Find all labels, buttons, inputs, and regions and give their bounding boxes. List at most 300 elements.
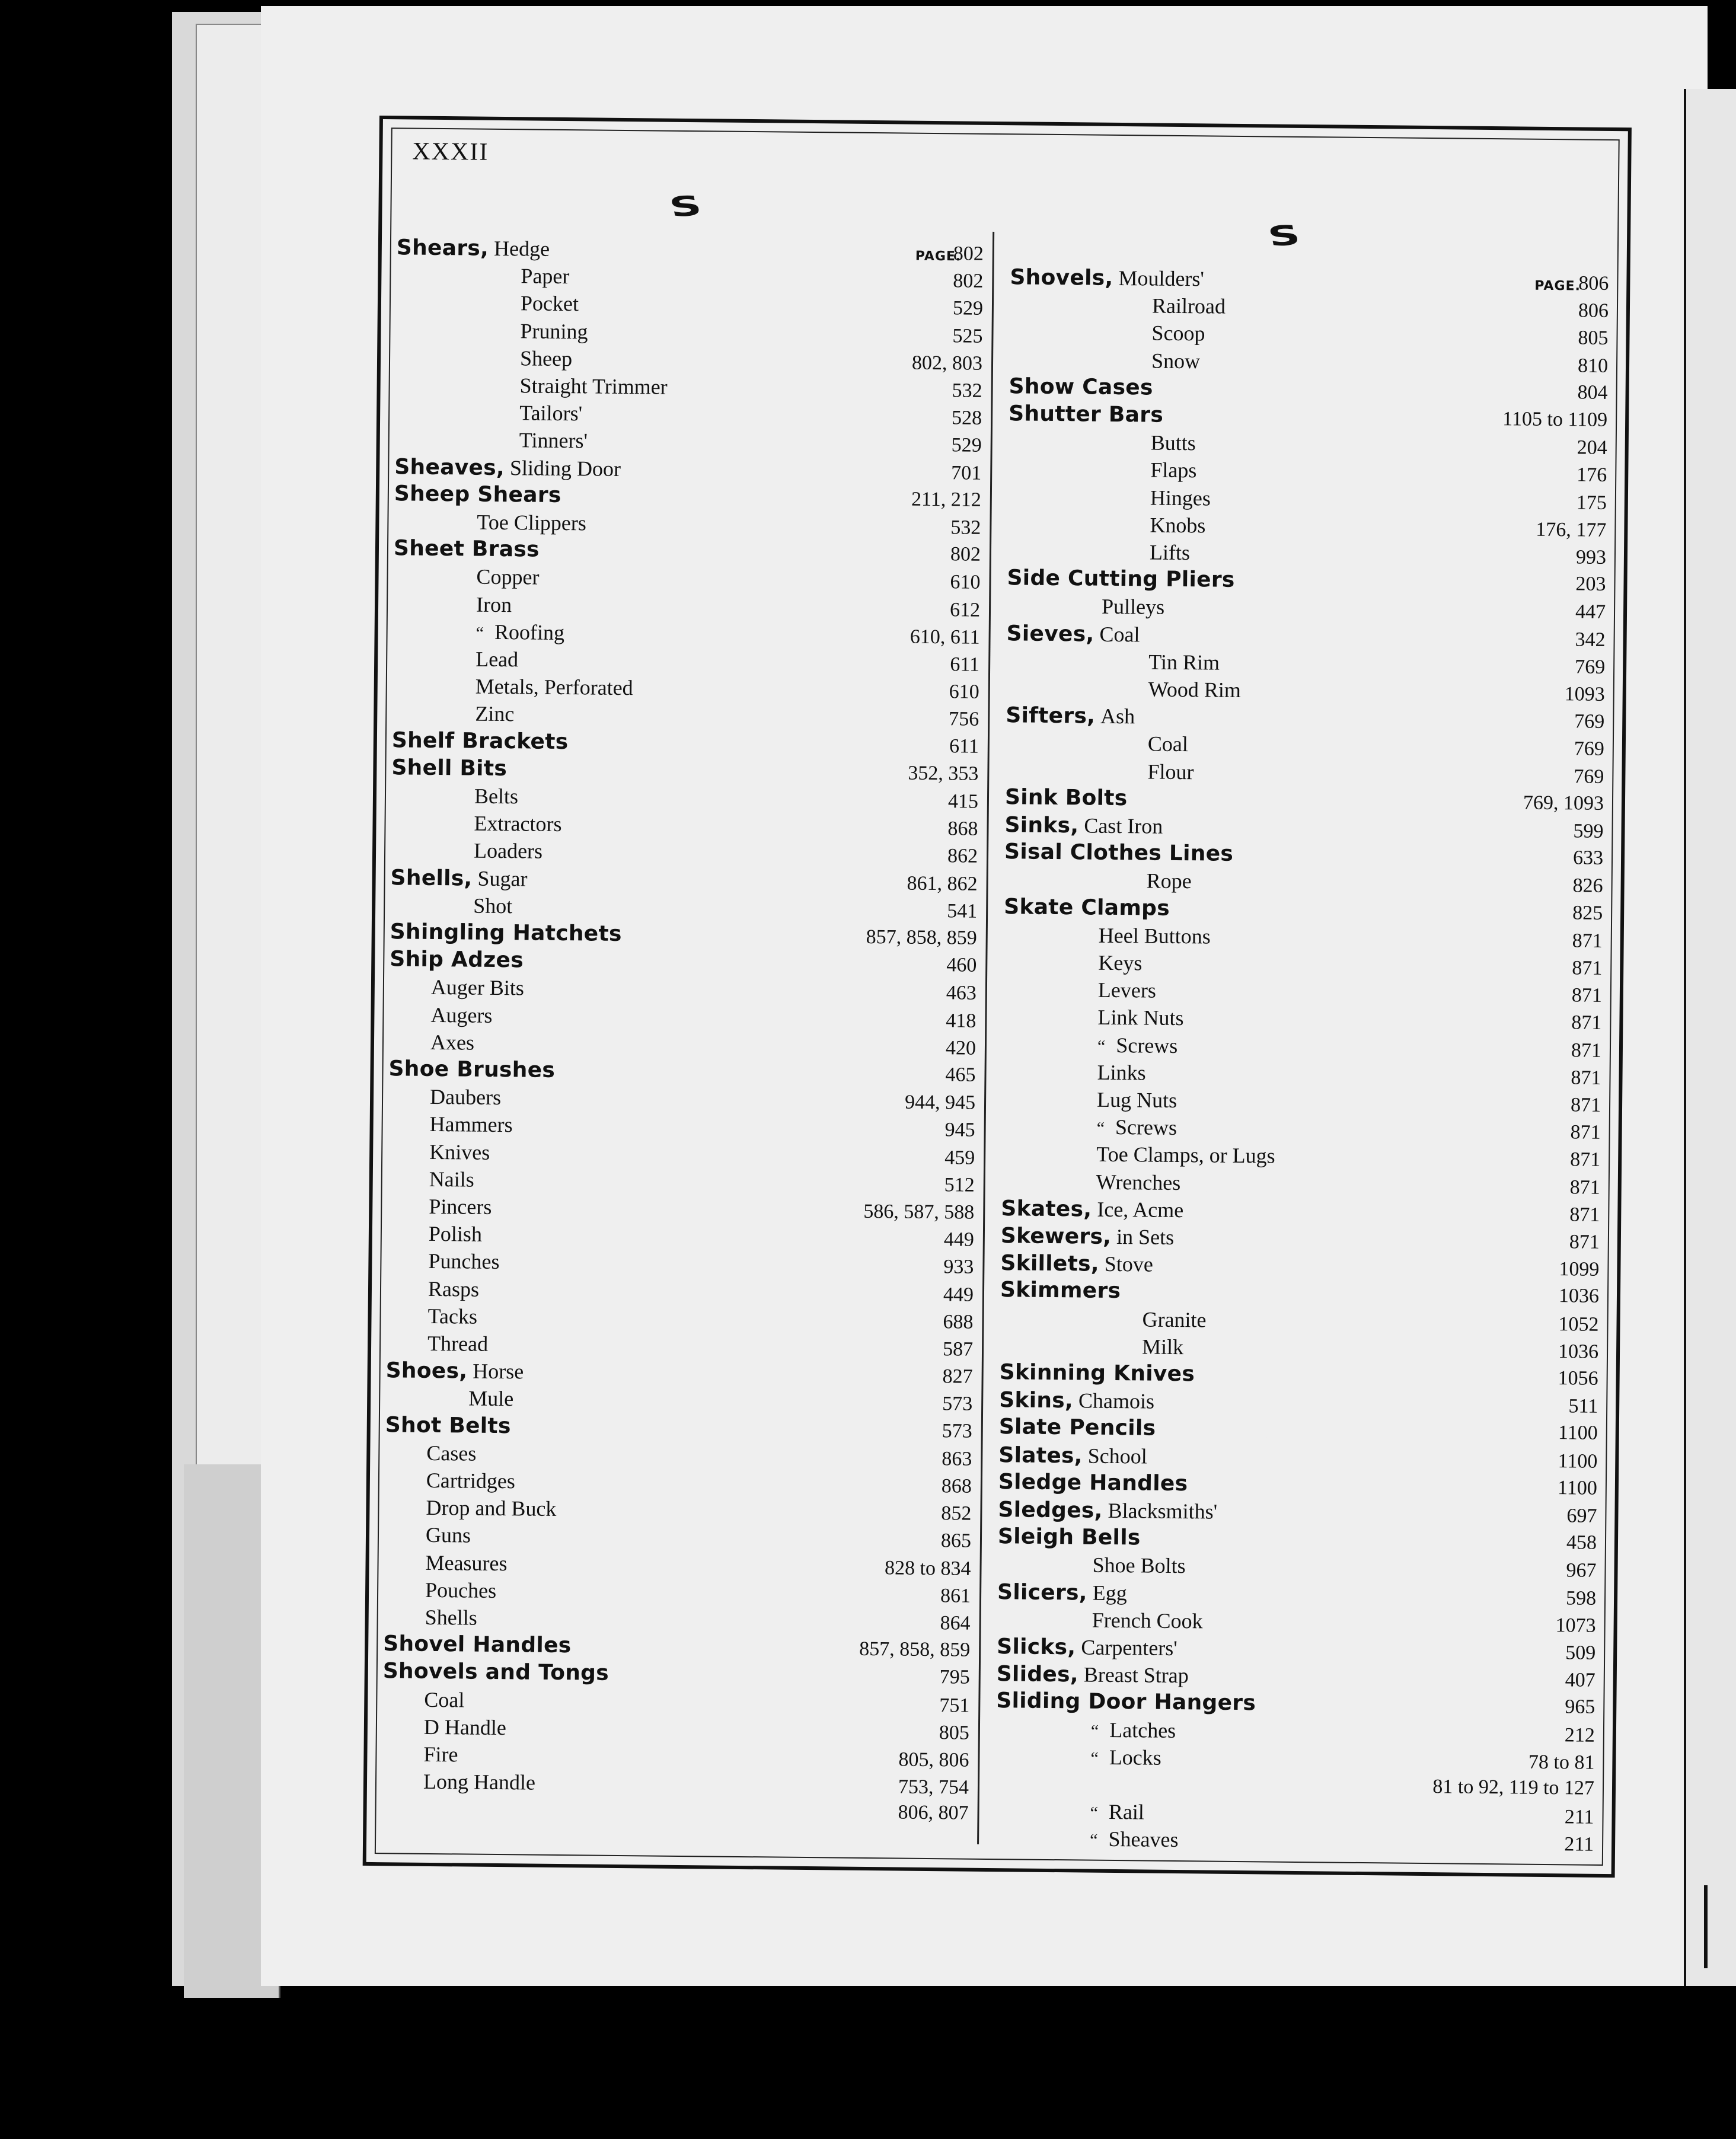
leader-dots (506, 1088, 900, 1109)
leader-dots (544, 540, 940, 561)
leader-dots (512, 1554, 880, 1575)
index-subterm: Sheaves (1108, 1827, 1179, 1852)
index-term: Sliding Door Hangers (996, 1688, 1256, 1716)
leader-dots (484, 1279, 933, 1301)
index-entry (1150, 458, 1607, 489)
page-reference: 701 (951, 461, 982, 484)
index-subterm: Punches (428, 1249, 500, 1274)
index-entry (476, 647, 979, 679)
leader-dots (512, 759, 904, 780)
index-subterm: Ash (1100, 704, 1135, 729)
page-reference: 449 (943, 1228, 975, 1251)
index-subterm: Nails (429, 1167, 474, 1192)
index-entry (520, 346, 982, 377)
index-subterm: Tacks (427, 1304, 478, 1329)
page-reference: 806 (1578, 299, 1609, 323)
index-subterm: Carpenters' (1081, 1635, 1177, 1661)
leader-dots (1125, 1282, 1554, 1304)
index-term: Shoes, (385, 1358, 468, 1384)
leader-dots (1210, 516, 1531, 537)
leader-dots (518, 1116, 935, 1138)
page-reference: 611 (950, 653, 980, 676)
leader-dots (1144, 625, 1565, 647)
leader-dots (626, 459, 942, 480)
page-reference: 751 (939, 1694, 970, 1717)
page-reference: 769 (1574, 738, 1605, 761)
index-subterm: Cases (426, 1441, 477, 1466)
index-subterm: Lifts (1149, 540, 1191, 565)
index-subterm: Belts (474, 784, 519, 809)
index-subterm: Iron (476, 592, 512, 617)
index-subterm: Stove (1104, 1252, 1153, 1276)
page-reference: 420 (945, 1037, 976, 1059)
index-subterm: Thread (427, 1331, 489, 1356)
leader-dots (481, 1444, 931, 1466)
facing-page-mark (1704, 1885, 1708, 1968)
page-reference: 176, 177 (1536, 518, 1607, 541)
page-reference: 805, 806 (898, 1748, 969, 1771)
index-subterm: Metals, Perforated (475, 674, 633, 700)
page-reference: 806, 807 (898, 1801, 969, 1825)
page-reference: 871 (1572, 957, 1603, 979)
leader-dots (1260, 1694, 1555, 1715)
leader-dots (583, 295, 943, 316)
index-term: Shovel Handles (383, 1632, 572, 1658)
page-border (363, 116, 1632, 1878)
leader-dots (493, 1335, 933, 1356)
page-reference: 541 (946, 900, 978, 922)
index-subterm: Shot (473, 893, 513, 918)
page-reference: 509 (1565, 1642, 1596, 1664)
page-reference: 802 (950, 543, 981, 566)
index-subterm: Guns (425, 1523, 471, 1547)
index-subterm: Horse (473, 1359, 524, 1384)
page-reference: 459 (944, 1146, 975, 1169)
index-subterm: Railroad (1151, 293, 1226, 318)
index-subterm: Paper (521, 264, 570, 289)
leader-dots (1209, 269, 1569, 290)
page-reference: 352, 353 (908, 762, 979, 785)
leader-dots (1183, 1831, 1553, 1852)
index-entry (1102, 594, 1606, 626)
page-reference: 78 to 81 (1528, 1751, 1595, 1774)
page-reference: 810 (1577, 355, 1609, 377)
leader-dots (1215, 927, 1562, 948)
index-term: Sheep Shears (394, 481, 561, 507)
index-subterm: Rasps (427, 1276, 480, 1301)
index-term: Shoe Brushes (388, 1056, 556, 1083)
index-entry (1142, 1307, 1598, 1338)
index-entry (1148, 649, 1605, 681)
index-entry (521, 263, 983, 295)
index-entry (476, 619, 979, 651)
ditto-mark: “ (1089, 1831, 1098, 1851)
ditto-mark: “ (1090, 1803, 1099, 1823)
index-term: Skates, (1001, 1196, 1092, 1222)
index-entry (1096, 1115, 1600, 1147)
index-subterm: Moulders' (1118, 266, 1205, 291)
page-reference: 610, 611 (910, 625, 980, 649)
index-term: Shutter Bars (1009, 401, 1164, 427)
index-term: Skate Clamps (1004, 894, 1170, 921)
index-subterm: in Sets (1116, 1225, 1175, 1249)
page-reference: 447 (1575, 601, 1606, 624)
leader-dots (561, 1499, 931, 1521)
leader-dots (1180, 1721, 1555, 1742)
leader-dots (518, 1390, 932, 1412)
leader-dots (1240, 570, 1566, 591)
index-subterm: Polish (428, 1222, 483, 1246)
index-entry (1006, 621, 1605, 654)
page-reference: 573 (942, 1393, 973, 1416)
leader-dots (1167, 817, 1563, 838)
page-reference: 871 (1570, 1121, 1601, 1144)
leader-dots (497, 1006, 936, 1028)
index-entry (475, 701, 979, 733)
page-reference: 529 (951, 434, 982, 457)
index-term: Sisal Clothes Lines (1004, 839, 1234, 867)
leader-dots (532, 869, 902, 890)
page-reference: 1099 (1559, 1258, 1600, 1281)
index-term: Ship Adzes (390, 947, 524, 973)
index-entry (474, 784, 978, 816)
index-term: Sinks, (1004, 813, 1079, 838)
index-entry (1090, 1744, 1594, 1776)
leader-dots (1161, 981, 1562, 1003)
page-reference: 933 (943, 1256, 974, 1279)
leader-dots (1193, 735, 1564, 756)
leader-dots (516, 595, 940, 617)
leader-dots (1190, 1557, 1556, 1578)
leader-dots (1159, 1392, 1558, 1413)
leader-dots (1149, 1803, 1554, 1825)
index-entry (1006, 703, 1604, 736)
page-reference: 610 (949, 681, 979, 703)
index-entry (1004, 895, 1603, 928)
index-subterm: Toe Clamps, or Lugs (1096, 1142, 1275, 1168)
index-subterm: Cartridges (426, 1468, 516, 1493)
index-entry (1092, 1607, 1595, 1639)
index-subterm: Pruning (520, 318, 588, 343)
leader-dots (1198, 762, 1563, 784)
leader-dots (554, 240, 943, 261)
leader-dots (1192, 1474, 1553, 1495)
page-reference: 688 (943, 1311, 974, 1333)
leader-dots (1175, 899, 1563, 920)
leader-dots (1158, 378, 1568, 400)
leader-dots (592, 432, 942, 453)
index-subterm: Pincers (429, 1194, 492, 1219)
ditto-mark: “ (476, 623, 484, 643)
page-reference: 769 (1574, 765, 1604, 788)
leader-dots (1195, 543, 1566, 564)
page-reference: 857, 858, 859 (866, 925, 977, 949)
index-entry (1091, 1717, 1595, 1749)
leader-dots (462, 1745, 893, 1767)
page-reference: 871 (1571, 1011, 1602, 1035)
index-term: Slides, (996, 1662, 1079, 1687)
index-term: Shells, (390, 865, 473, 891)
leader-dots (479, 1170, 934, 1192)
ditto-mark: “ (1090, 1721, 1099, 1741)
left-column-heading: S (666, 189, 705, 224)
leader-dots (569, 623, 905, 644)
page-reference: 697 (1566, 1505, 1597, 1527)
page-reference: 176 (1577, 464, 1607, 487)
leader-dots (587, 404, 942, 426)
leader-dots (1182, 1036, 1561, 1058)
leader-dots (573, 732, 939, 754)
page-reference: 1100 (1558, 1422, 1598, 1445)
page-reference: 802, 803 (911, 352, 983, 375)
index-subterm: Tin Rim (1148, 650, 1220, 675)
index-term: Sifters, (1006, 703, 1096, 729)
page-reference: 769 (1574, 710, 1605, 733)
page-reference: 865 (940, 1530, 972, 1553)
page-reference: 611 (949, 735, 979, 758)
index-term: Skewers, (1000, 1224, 1112, 1249)
leader-dots (494, 1143, 934, 1165)
index-subterm: Egg (1092, 1581, 1127, 1605)
page-reference: 857, 858, 859 (859, 1638, 971, 1661)
index-subterm: Scoop (1151, 321, 1205, 346)
page-reference: 463 (946, 982, 977, 1005)
leader-dots (1132, 788, 1518, 810)
index-entry (519, 400, 982, 432)
index-term: Shot Belts (385, 1412, 511, 1438)
leader-dots (1158, 1255, 1555, 1276)
leader-dots (479, 1033, 936, 1055)
index-subterm: Tailors' (519, 401, 583, 426)
leader-dots (566, 486, 907, 507)
index-subterm: Chamois (1078, 1388, 1155, 1413)
index-term: Show Cases (1009, 374, 1153, 400)
index-subterm: Snow (1151, 349, 1201, 373)
index-subterm: Sheep (519, 346, 573, 371)
page-reference: 1100 (1557, 1476, 1598, 1499)
leader-dots (544, 568, 940, 589)
index-subterm: Pocket (520, 291, 579, 316)
leader-dots (547, 842, 937, 863)
index-subterm: Shoe Bolts (1092, 1553, 1186, 1578)
index-entry (1142, 1334, 1598, 1365)
index-entry (468, 1386, 972, 1418)
index-subterm: Blacksmiths' (1108, 1498, 1218, 1524)
leader-dots (1152, 1447, 1553, 1468)
page-reference: 805 (1578, 327, 1609, 350)
leader-dots (1188, 1337, 1553, 1359)
index-subterm: Zinc (475, 701, 515, 726)
page-reference: 852 (941, 1502, 972, 1525)
page-reference: 805 (939, 1721, 970, 1744)
index-entry (519, 428, 982, 459)
index-term: Skillets, (1000, 1251, 1099, 1276)
index-subterm: Screws (1116, 1033, 1178, 1058)
index-subterm: Lug Nuts (1096, 1087, 1177, 1112)
leader-dots (1132, 1584, 1556, 1605)
index-entry (1090, 1799, 1594, 1831)
index-subterm: Toe Clippers (477, 510, 587, 535)
index-subterm: Copper (476, 564, 540, 590)
page-reference: 804 (1577, 381, 1608, 404)
leader-dots (1201, 461, 1566, 483)
index-entry (1010, 264, 1609, 298)
index-term: Slate Pencils (998, 1415, 1156, 1441)
index-term: Sledge Handles (998, 1469, 1188, 1496)
index-subterm: Straight Trimmer (519, 373, 668, 399)
page-reference: 612 (949, 598, 981, 621)
leader-dots (427, 1798, 893, 1820)
leader-dots (1169, 598, 1565, 619)
page-reference: 864 (940, 1612, 971, 1634)
index-subterm: Roofing (494, 620, 565, 644)
index-entry (474, 811, 978, 843)
page-reference: 802 (953, 242, 984, 265)
index-subterm: Augers (430, 1003, 493, 1027)
facing-page-edge (1684, 89, 1736, 1986)
index-term: Skinning Knives (999, 1360, 1195, 1387)
page-reference: 871 (1572, 930, 1603, 952)
page-reference: 965 (1565, 1696, 1595, 1719)
index-term: Sink Bolts (1004, 784, 1128, 810)
page-reference: 465 (945, 1064, 976, 1086)
index-subterm: Lead (476, 647, 519, 672)
page-reference: 458 (1566, 1531, 1597, 1554)
leader-dots (496, 1198, 859, 1219)
leader-dots (566, 815, 937, 836)
index-term: Shingling Hatchets (390, 920, 622, 946)
index-term: Sheaves, (394, 454, 505, 480)
page-reference: 573 (942, 1419, 972, 1442)
index-entry (1152, 293, 1609, 325)
index-subterm: Tinners' (519, 428, 588, 453)
leader-dots (1182, 1118, 1561, 1139)
page-reference: 967 (1566, 1559, 1597, 1582)
page-reference: 756 (949, 708, 979, 731)
index-entry (1146, 869, 1603, 900)
index-subterm: Flour (1147, 759, 1194, 784)
index-subterm: Long Handle (423, 1770, 536, 1795)
index-subterm: Latches (1109, 1717, 1176, 1742)
leader-dots (511, 1718, 929, 1740)
leader-dots (517, 896, 937, 918)
page-reference: 449 (943, 1283, 974, 1306)
page-reference: 861 (940, 1584, 971, 1607)
index-entry (1098, 978, 1602, 1010)
page-reference: 342 (1575, 628, 1606, 651)
index-term: Shears, (396, 235, 489, 261)
ditto-mark: “ (1090, 1748, 1099, 1768)
index-entry (1098, 950, 1602, 982)
leader-dots (614, 1664, 930, 1684)
index-subterm: School (1087, 1444, 1147, 1468)
leader-dots (1201, 434, 1567, 455)
index-subterm: Knobs (1150, 513, 1206, 538)
index-entry (1097, 1032, 1601, 1064)
index-entry (1096, 1169, 1600, 1201)
index-subterm: Hedge (493, 236, 550, 261)
index-term: Sheet Brass (393, 536, 540, 562)
index-entry (1096, 1142, 1600, 1174)
page-reference: 868 (947, 818, 978, 840)
leader-dots (516, 1416, 932, 1438)
page-reference: 1036 (1558, 1340, 1599, 1363)
leader-dots (1150, 1063, 1561, 1085)
leader-dots (1199, 1364, 1553, 1385)
page-reference: 871 (1571, 984, 1603, 1007)
index-subterm: Wood Rim (1148, 677, 1242, 702)
index-term: Shell Bits (391, 755, 508, 781)
leader-dots (540, 1773, 893, 1795)
index-subterm: Mule (468, 1386, 514, 1411)
index-subterm: Rope (1146, 869, 1192, 893)
page-reference: 511 (1568, 1395, 1598, 1418)
leader-dots (501, 1581, 930, 1603)
ditto-mark: “ (1096, 1118, 1105, 1139)
index-subterm: Cast Iron (1084, 813, 1163, 838)
page-reference: 871 (1569, 1203, 1600, 1226)
index-subterm: Locks (1109, 1745, 1161, 1770)
leader-dots (482, 1608, 930, 1630)
page-reference: 532 (950, 516, 981, 539)
index-term: Slicks, (997, 1634, 1076, 1660)
page-reference: 525 (952, 324, 983, 347)
leader-dots (592, 322, 942, 343)
leader-dots (577, 349, 907, 370)
page-reference: 512 (944, 1174, 975, 1196)
index-subterm: D Handle (423, 1715, 507, 1739)
index-subterm: Link Nuts (1097, 1005, 1184, 1030)
page-reference: 871 (1570, 1094, 1601, 1116)
leader-dots (1211, 1310, 1553, 1332)
index-entry (1090, 1772, 1594, 1804)
leader-dots (1210, 324, 1568, 346)
index-entry (519, 373, 982, 404)
leader-dots (591, 513, 941, 535)
page-reference: 633 (1572, 847, 1604, 870)
leader-dots (1222, 1502, 1557, 1523)
page-reference: 861, 862 (907, 872, 978, 895)
leader-dots (638, 678, 939, 699)
leader-dots (1246, 681, 1560, 701)
page-reference: 753, 754 (898, 1776, 969, 1799)
leader-dots (487, 1225, 934, 1247)
index-subterm: Heel Buttons (1098, 923, 1211, 949)
leader-dots (1188, 1009, 1561, 1030)
index-subterm: Fire (423, 1742, 458, 1767)
page-reference: 1056 (1558, 1367, 1598, 1390)
page-reference: 529 (952, 297, 984, 320)
index-subterm: Butts (1150, 430, 1196, 455)
leader-dots (576, 1636, 854, 1656)
index-subterm: Coal (424, 1687, 465, 1712)
index-entry (1090, 1827, 1594, 1859)
leader-dots (1280, 1147, 1561, 1167)
leader-dots (519, 705, 939, 727)
leader-dots (1168, 406, 1498, 426)
page-reference: 1052 (1558, 1313, 1599, 1336)
index-subterm: Wrenches (1096, 1170, 1181, 1195)
index-term: Side Cutting Pliers (1007, 566, 1235, 593)
index-subterm: Pouches (425, 1578, 497, 1602)
index-subterm: Axes (430, 1030, 475, 1055)
page-reference: 1100 (1558, 1450, 1598, 1473)
index-entry (476, 564, 980, 596)
index-subterm: Keys (1098, 950, 1143, 975)
index-term: Shelf Brackets (391, 727, 569, 754)
page-reference: 828 to 834 (884, 1556, 971, 1580)
index-entry (1150, 485, 1607, 516)
